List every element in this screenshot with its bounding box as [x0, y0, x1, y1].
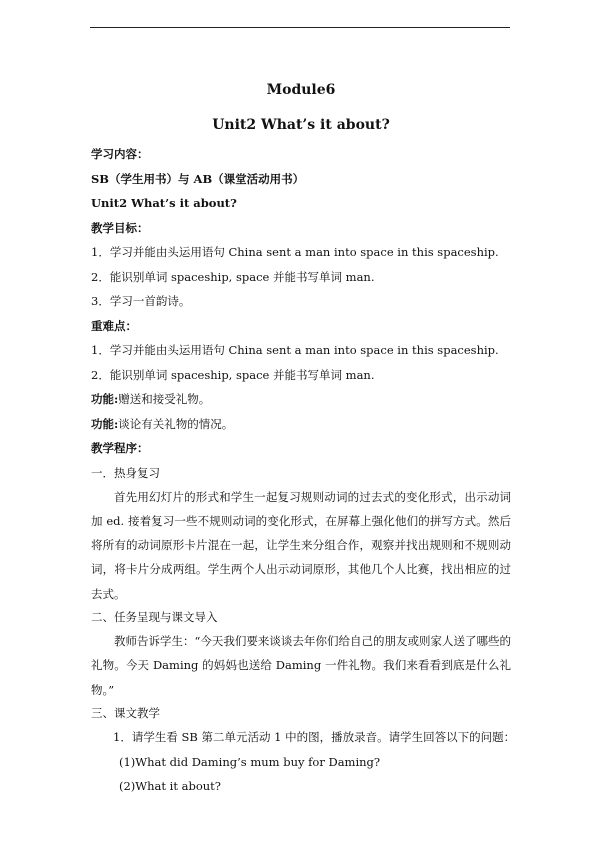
function-line-2: [91, 417, 511, 432]
content-unit: Unit2 What’s it about?: [91, 196, 237, 210]
step3-title: 三、课文教学: [91, 705, 160, 720]
step2-title: 二、任务呈现与课文导入: [91, 609, 218, 624]
goal-item: 3．学习一首韵诗。: [91, 294, 191, 308]
function-line-1: [91, 392, 511, 407]
key-label: 重难点：: [91, 318, 137, 333]
content-label: 学习内容：: [91, 147, 149, 161]
function-label: 功能:: [91, 416, 119, 431]
key-point: 2．能识别单词 spaceship, space 并能书写单词 man.: [91, 367, 375, 382]
question-item: (2)What it about?: [119, 779, 221, 794]
step1-title: 一．热身复习: [91, 465, 160, 480]
procedure-label: 教学程序：: [91, 441, 149, 455]
step2-paragraph: 教师告诉学生：“今天我们要来谈谈去年你们给自己的朋友或则家人送了哪些的礼物。今天 Daming 的妈妈也送给 Daming 一件礼物。我们来看看到底是什么礼物。”: [91, 633, 511, 697]
header-rule: [90, 27, 510, 28]
goal-item: 1．学习并能由头运用语句 China sent a man into space in this spaceship.: [91, 245, 499, 259]
key-point: 1．学习并能由头运用语句 China sent a man into space in this spaceship.: [91, 343, 499, 357]
module-title: Module6: [266, 82, 336, 98]
unit-title: Unit2 What’s it about?: [212, 117, 390, 133]
function-text: 谈论有关礼物的情况。: [118, 416, 234, 431]
content-books: SB（学生用书）与 AB（课堂活动用书）: [91, 171, 305, 186]
question-item: (1)What did Daming’s mum buy for Daming?: [119, 754, 381, 769]
goal-item: 2．能识别单词 spaceship, space 并能书写单词 man.: [91, 269, 375, 284]
step3-item: 1．请学生看 SB 第二单元活动 1 中的图，播放录音。请学生回答以下的问题：: [113, 730, 516, 745]
goals-label: 教学目标：: [91, 220, 149, 235]
document-page: [91, 74, 516, 794]
step1-paragraph: 首先用幻灯片的形式和学生一起复习规则动词的过去式的变化形式，出示动词加 ed. 接着复习一些不规则动词的变化形式，在屏幕上强化他们的拼写方式。然后将所有的动词原形卡片混在一起，让学生来分组合作，观察并找出规则和不规则动词，将卡片分成两组。学生两个人出示动词原形，其他几个人比赛，找出相应的过去式。: [91, 489, 511, 601]
function-label: 功能:: [91, 392, 119, 406]
function-text: 赠送和接受礼物。: [118, 392, 211, 406]
